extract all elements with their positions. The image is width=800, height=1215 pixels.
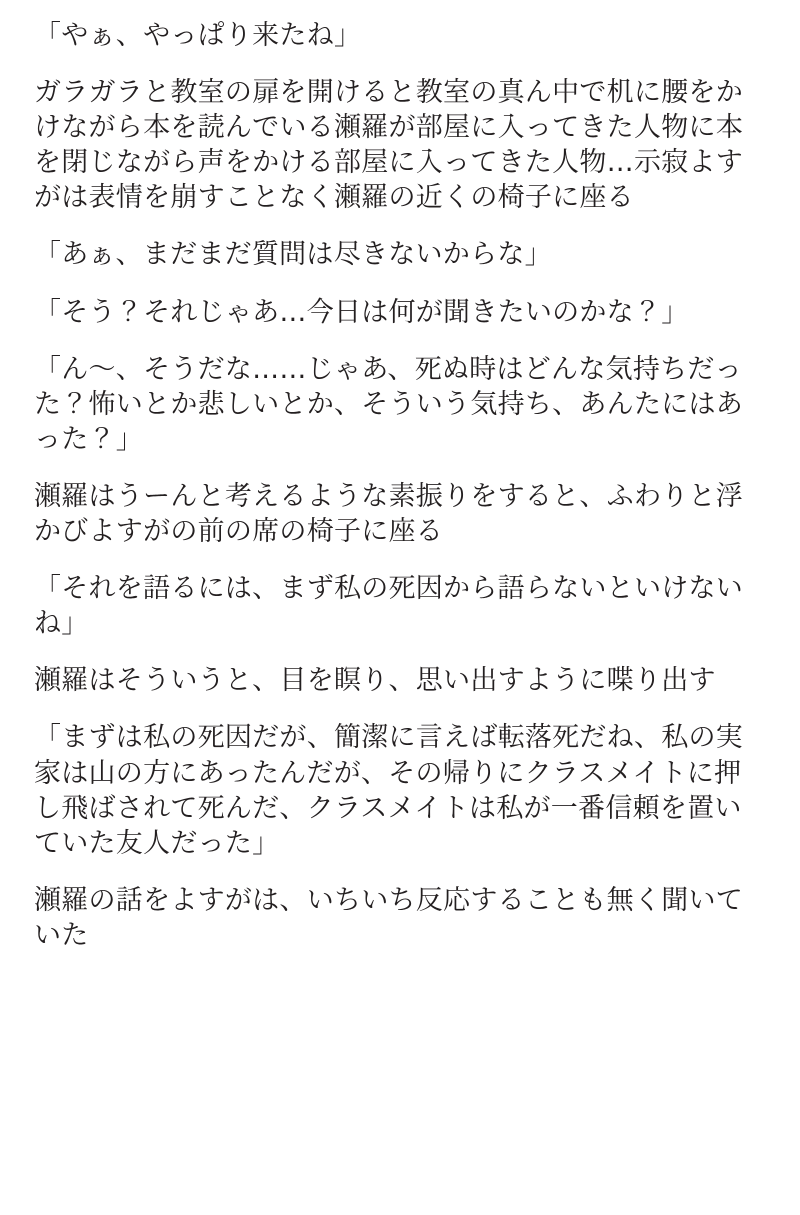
paragraph-line-9: 「まずは私の死因だが、簡潔に言えば転落死だね、私の実家は山の方にあったんだが、その帰りにクラスメイトに押し飛ばされて死んだ、クラスメイトは私が一番信頼を置いていた友人だった」 bbox=[34, 722, 744, 859]
paragraph-line-3: 「あぁ、まだまだ質問は尽きないからな」 bbox=[34, 239, 552, 271]
paragraph-line-10: 瀬羅の話をよすがは、いちいち反応することも無く聞いていた bbox=[34, 884, 744, 951]
paragraph-line-1: 「やぁ、やっぱり来たね」 bbox=[34, 20, 362, 51]
paragraph-line-4: 「そう？それじゃあ…今日は何が聞きたいのかな？」 bbox=[34, 296, 689, 328]
paragraph-line-6: 瀬羅はうーんと考えるような素振りをすると、ふわりと浮かびよすがの前の席の椅子に座る bbox=[34, 480, 744, 548]
paragraph-line-2: ガラガラと教室の扉を開けると教室の真ん中で机に腰をかけながら本を読んでいる瀬羅が部屋に入ってきた人物に本を閉じながら声をかける部屋に入ってきた人物…示寂よすがは表情を崩すことなく瀬羅の近くの椅子に座る bbox=[34, 77, 744, 214]
paragraph-line-5: 「ん〜、そうだな……じゃあ、死ぬ時はどんな気持ちだった？怖いとか悲しいとか、そういう気持ち、あんたにはあった？」 bbox=[34, 353, 744, 455]
paragraph-line-7: 「それを語るには、まず私の死因から語らないといけないね」 bbox=[34, 573, 744, 640]
paragraph-line-8: 瀬羅はそういうと、目を瞑り、思い出すように喋り出す bbox=[34, 665, 716, 697]
